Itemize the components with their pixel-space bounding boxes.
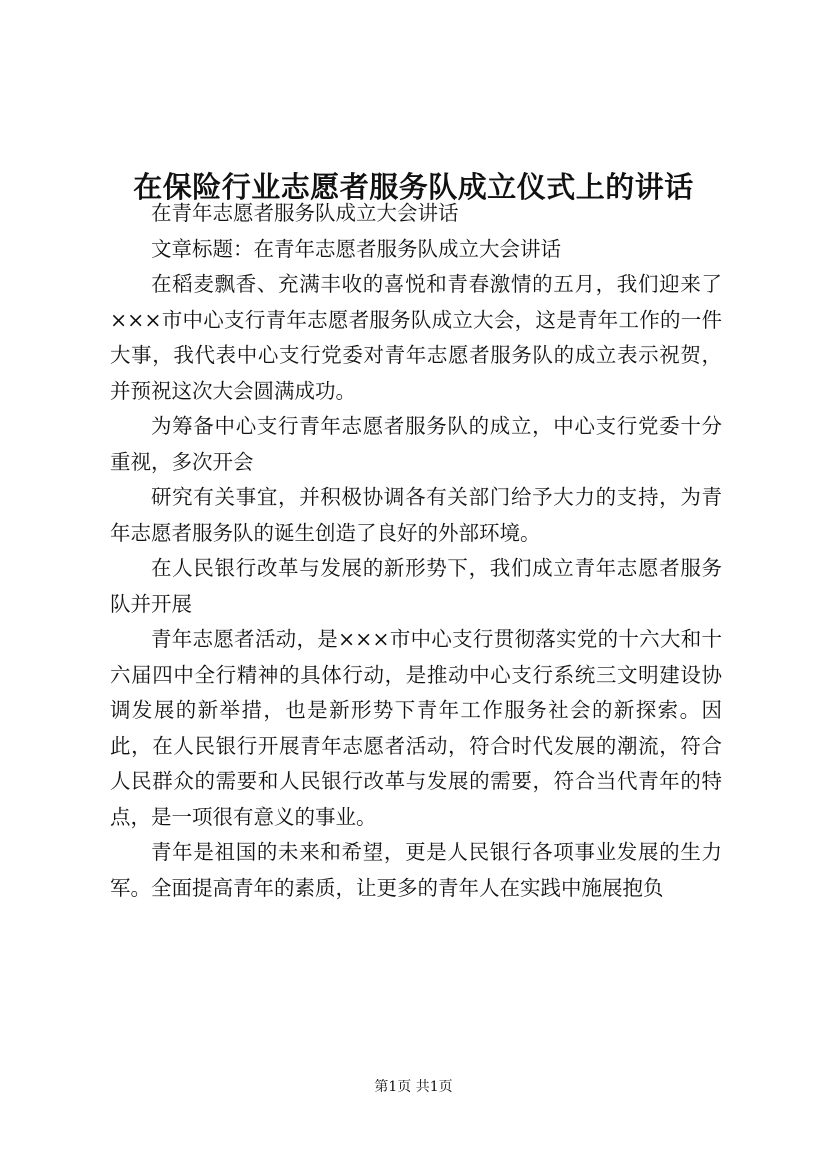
paragraph-1: 在青年志愿者服务队成立大会讲话 [151, 201, 459, 225]
paragraph-5: 研究有关事宜，并积极协调各有关部门给予大力的支持，为青年志愿者服务队的诞生创造了良好的外部环境。 [110, 485, 722, 545]
paragraph-4: 为筹备中心支行青年志愿者服务队的成立，中心支行党委十分重视，多次开会 [110, 414, 722, 474]
document-title: 在保险行业志愿者服务队成立仪式上的讲话 [133, 170, 694, 205]
paragraph-7: 青年志愿者活动，是×××市中心支行贯彻落实党的十六大和十六届四中全行精神的具体行动，是推动中心支行系统三文明建设协调发展的新举措，也是新形势下青年工作服务社会的新探索。因此，在人民银行开展青年志愿者活动，符合时代发展的潮流，符合人民群众的需要和人民银行改革与发展的需要，符合当代青年的特点，是一项很有意义的事业。 [110, 627, 722, 829]
document-body [110, 196, 722, 906]
paragraph-8: 青年是祖国的未来和希望，更是人民银行各项事业发展的生力军。全面提高青年的素质，让更多的青年人在实践中施展抱负 [110, 840, 722, 900]
paragraph-6: 在人民银行改革与发展的新形势下，我们成立青年志愿者服务队并开展 [110, 556, 722, 616]
page-footer: 第1页 共1页 [374, 1079, 453, 1095]
paragraph-3: 在稻麦飘香、充满丰收的喜悦和青春激情的五月，我们迎来了×××市中心支行青年志愿者服务队成立大会，这是青年工作的一件大事，我代表中心支行党委对青年志愿者服务队的成立表示祝贺，并预祝这次大会圆满成功。 [110, 272, 722, 403]
paragraph-2: 文章标题：在青年志愿者服务队成立大会讲话 [151, 236, 561, 261]
